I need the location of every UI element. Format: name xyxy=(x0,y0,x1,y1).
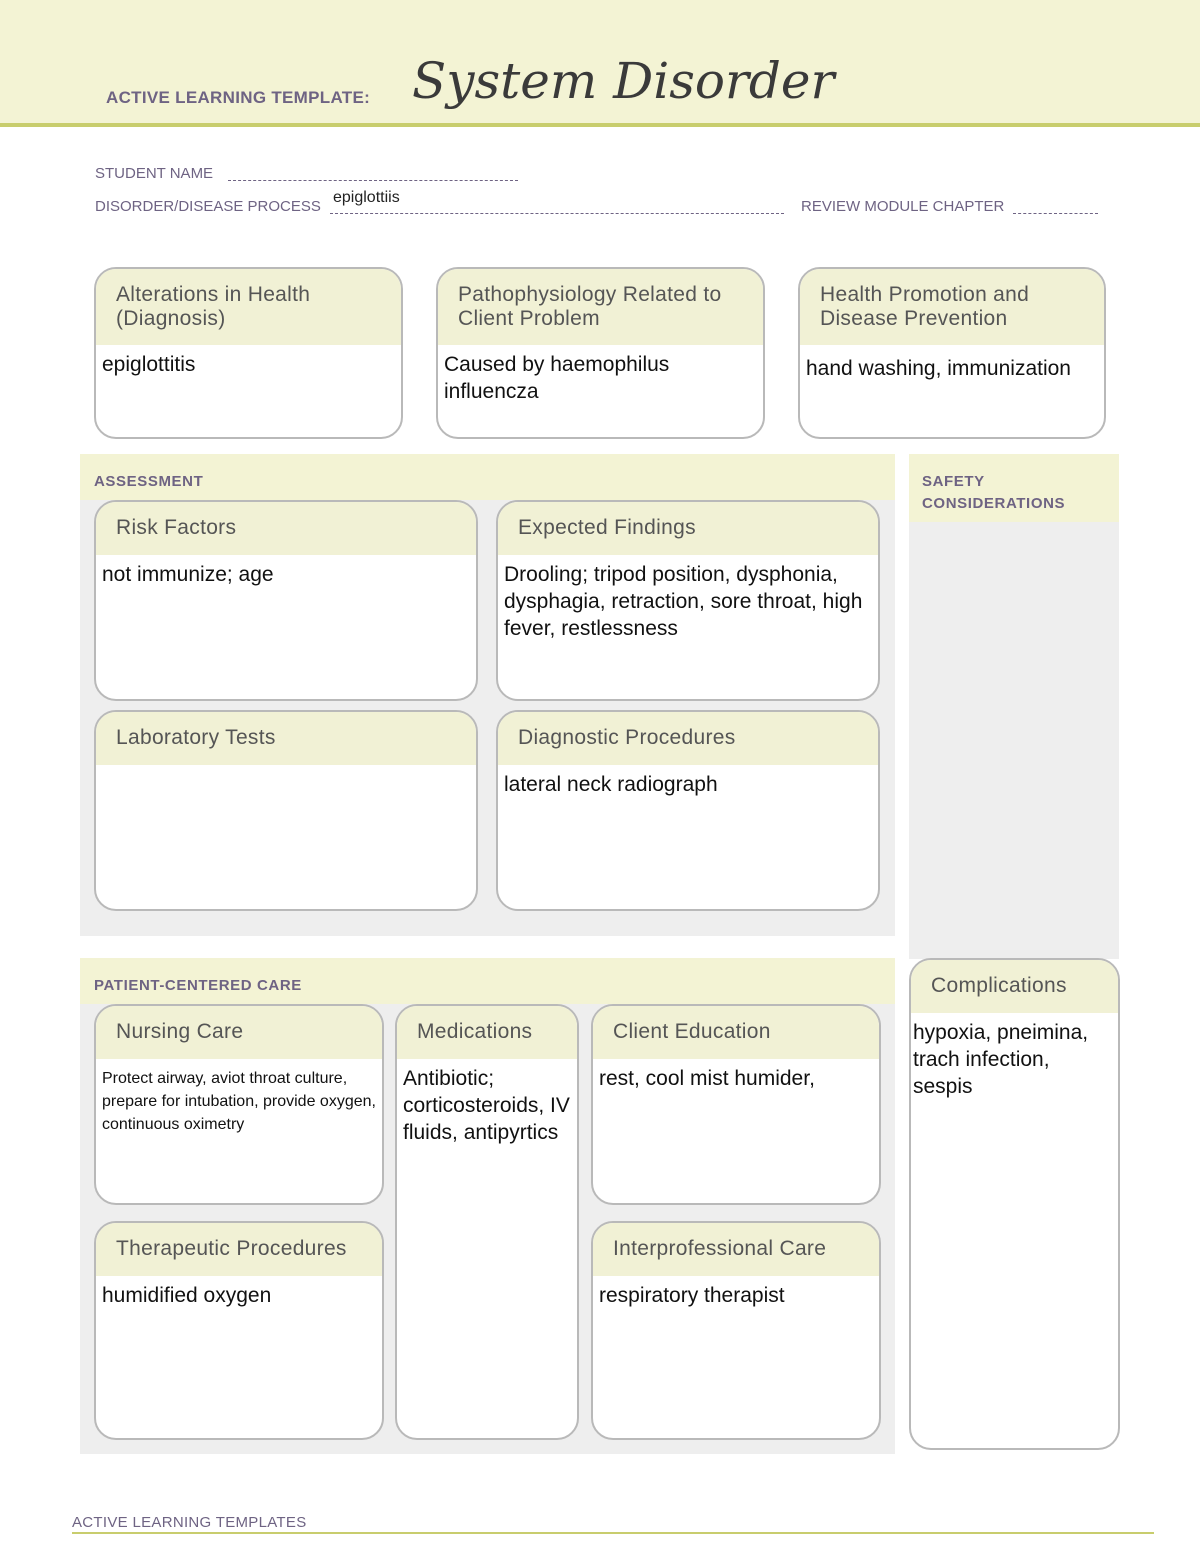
risk-factors-card xyxy=(94,500,478,701)
pathophysiology-card xyxy=(436,267,765,439)
expected-findings-card xyxy=(496,500,880,701)
diagnostic-procedures-card xyxy=(496,710,880,911)
footer-rule xyxy=(72,1532,1154,1534)
risk-factors-title: Risk Factors xyxy=(96,502,476,555)
student-name-label: STUDENT NAME xyxy=(95,165,214,182)
header-rule xyxy=(0,123,1200,127)
patient-centered-care-title: PATIENT-CENTERED CARE xyxy=(94,977,302,994)
disorder-value: epiglottiis xyxy=(333,189,400,206)
client-education-card xyxy=(591,1004,881,1205)
laboratory-tests-card xyxy=(94,710,478,911)
student-name-field[interactable] xyxy=(228,180,518,181)
assessment-title: ASSESSMENT xyxy=(94,473,204,490)
pathophysiology-title: Pathophysiology Related to Client Problem xyxy=(438,269,763,345)
footer-label: ACTIVE LEARNING TEMPLATES xyxy=(72,1514,307,1531)
complications-card xyxy=(909,958,1120,1450)
safety-panel xyxy=(909,454,1119,959)
medications-card xyxy=(395,1004,579,1440)
template-title: System Disorder xyxy=(412,52,835,110)
nursing-care-title: Nursing Care xyxy=(96,1006,382,1059)
expected-findings-body: Drooling; tripod position, dysphonia, dysphagia, retraction, sore throat, high fever, restlessness xyxy=(504,563,863,640)
review-module-field[interactable] xyxy=(1013,213,1098,214)
laboratory-tests-body xyxy=(96,765,476,771)
health-promotion-title: Health Promotion and Disease Prevention xyxy=(800,269,1104,345)
health-promotion-body: hand washing, immunization xyxy=(806,357,1071,380)
medications-body: Antibiotic; corticosteroids, IV fluids, antipyrtics xyxy=(403,1067,570,1144)
diagnostic-procedures-title: Diagnostic Procedures xyxy=(498,712,878,765)
alterations-card xyxy=(94,267,403,439)
disorder-label: DISORDER/DISEASE PROCESS xyxy=(95,198,321,215)
expected-findings-title: Expected Findings xyxy=(498,502,878,555)
complications-title: Complications xyxy=(911,960,1118,1013)
nursing-care-card xyxy=(94,1004,384,1205)
safety-title: SAFETY CONSIDERATIONS xyxy=(922,473,1066,512)
medications-title: Medications xyxy=(397,1006,577,1059)
nursing-care-body: Protect airway, aviot throat culture, prepare for intubation, provide oxygen, continuous oximetry xyxy=(102,1070,376,1133)
interprofessional-care-title: Interprofessional Care xyxy=(593,1223,879,1276)
disorder-field[interactable] xyxy=(330,213,784,214)
therapeutic-procedures-card xyxy=(94,1221,384,1440)
client-education-title: Client Education xyxy=(593,1006,879,1059)
health-promotion-card xyxy=(798,267,1106,439)
diagnostic-procedures-body: lateral neck radiograph xyxy=(504,773,718,796)
laboratory-tests-title: Laboratory Tests xyxy=(96,712,476,765)
alterations-body: epiglottitis xyxy=(102,353,196,376)
alterations-title: Alterations in Health (Diagnosis) xyxy=(96,269,401,345)
template-label: ACTIVE LEARNING TEMPLATE: xyxy=(106,88,371,107)
therapeutic-procedures-body: humidified oxygen xyxy=(102,1284,272,1307)
complications-body: hypoxia, pneimina, trach infection, sespis xyxy=(913,1021,1089,1098)
pathophysiology-body: Caused by haemophilus influencza xyxy=(444,353,670,403)
client-education-body: rest, cool mist humider, xyxy=(599,1067,815,1090)
interprofessional-care-card xyxy=(591,1221,881,1440)
interprofessional-care-body: respiratory therapist xyxy=(599,1284,785,1307)
review-module-label: REVIEW MODULE CHAPTER xyxy=(801,198,1005,215)
risk-factors-body: not immunize; age xyxy=(102,563,274,586)
therapeutic-procedures-title: Therapeutic Procedures xyxy=(96,1223,382,1276)
